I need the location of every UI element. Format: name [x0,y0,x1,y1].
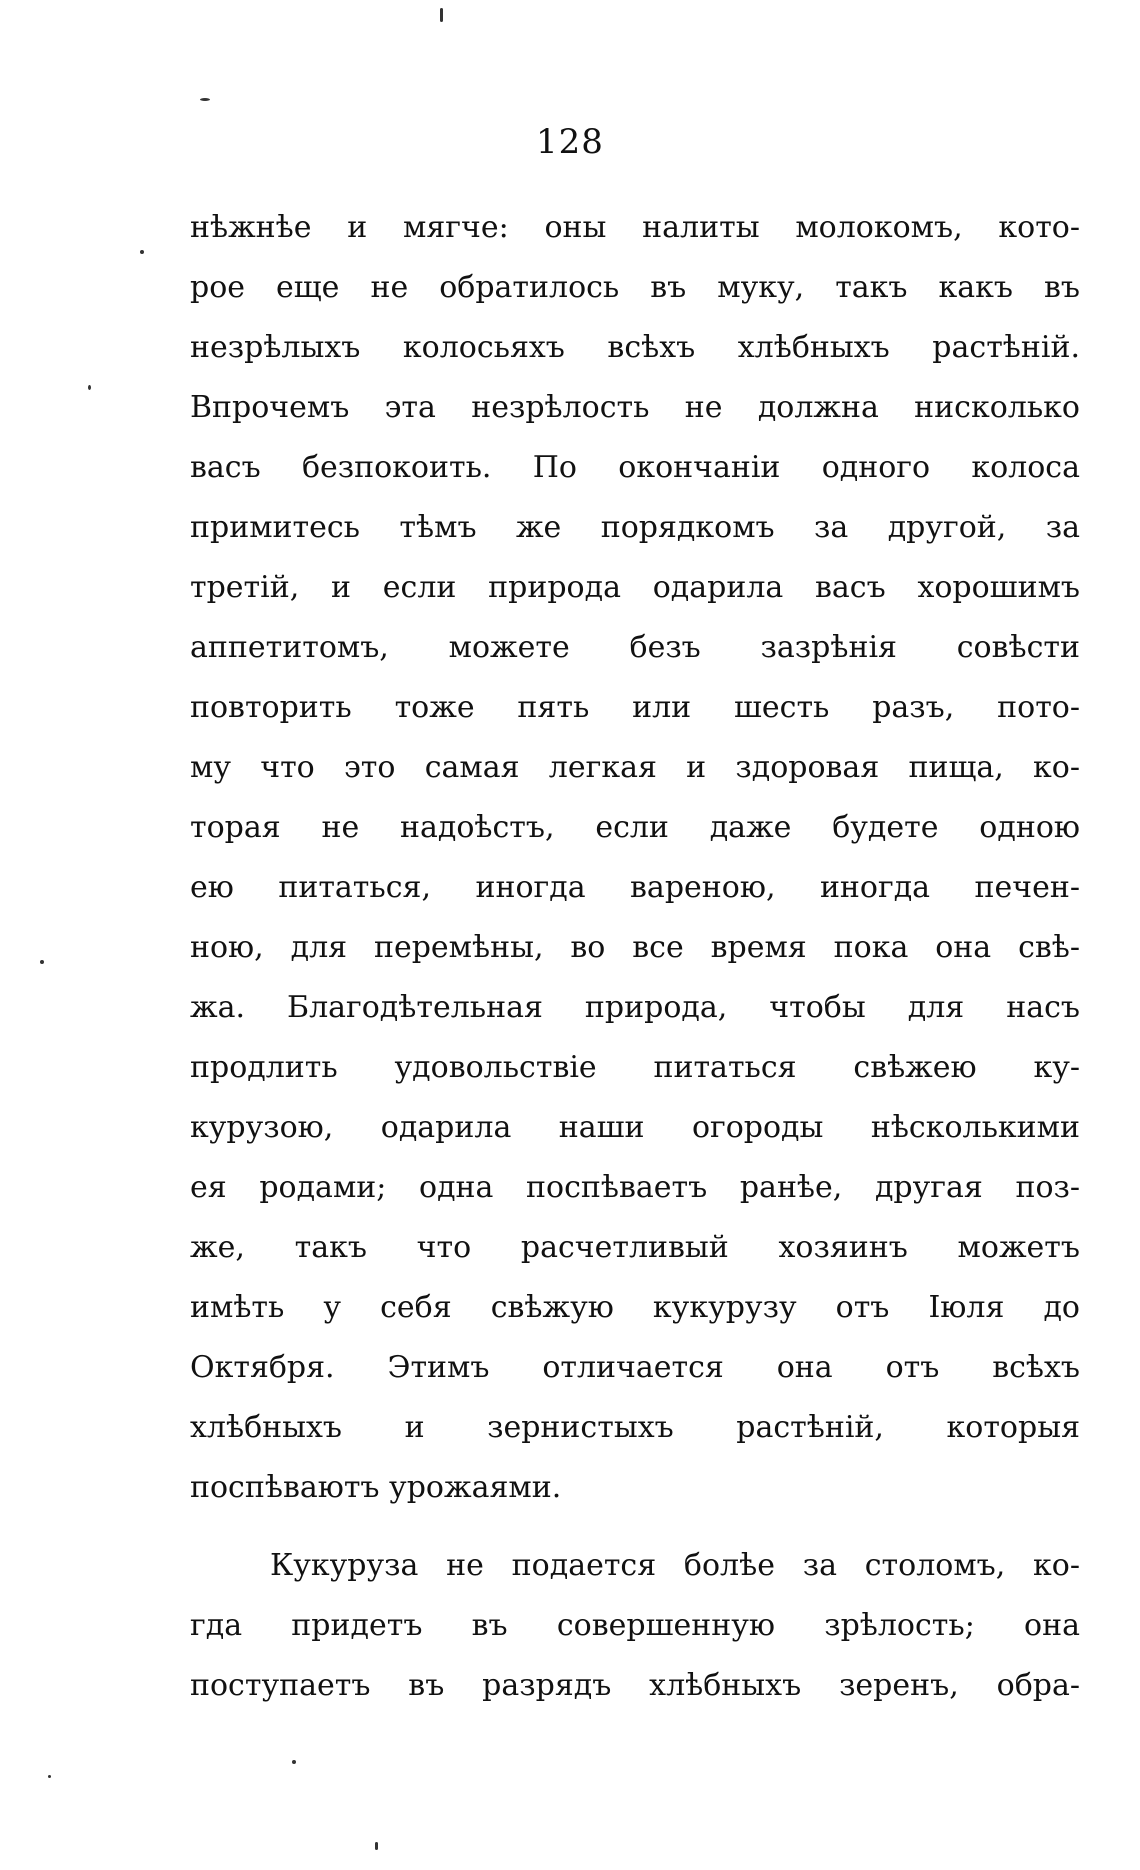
text-line: рое еще не обратилось въ муку, такъ какъ въ [190,270,1080,305]
text-line: же, такъ что расчетливый хозяинъ можетъ [190,1230,1080,1265]
text-line: повторить тоже пять или шесть разъ, пото- [190,690,1080,725]
text-line: ея родами; одна поспѣваетъ ранѣе, другая поз- [190,1170,1080,1205]
scan-speck [375,1842,378,1850]
text-line: аппетитомъ, можете безъ зазрѣнія совѣсти [190,630,1080,665]
text-line: Октября. Этимъ отличается она отъ всѣхъ [190,1350,1080,1385]
scan-speck [200,98,210,101]
scan-speck [440,8,443,22]
page-number: 128 [536,122,604,162]
text-line: продлить удовольствіе питаться свѣжею ку- [190,1050,1080,1085]
text-line: курузою, одарила наши огороды нѣсколькими [190,1110,1080,1145]
scan-speck [292,1760,296,1764]
scan-speck [140,250,144,254]
scan-speck [40,960,44,964]
paragraph-2 [190,1536,1080,1716]
text-line: Впрочемъ эта незрѣлость не должна нисколько [190,390,1080,425]
text-line: незрѣлыхъ колосьяхъ всѣхъ хлѣбныхъ растѣній. [190,330,1080,365]
text-line: ною, для перемѣны, во все время пока она свѣ- [190,930,1080,965]
text-line: хлѣбныхъ и зернистыхъ растѣній, которыя [190,1410,1080,1445]
scan-speck [48,1775,51,1778]
text-line: васъ безпокоить. По окончаніи одного колоса [190,450,1080,485]
text-line: жа. Благодѣтельная природа, чтобы для насъ [190,990,1080,1025]
text-line: третій, и если природа одарила васъ хорошимъ [190,570,1080,605]
text-line: поступаетъ въ разрядъ хлѣбныхъ зеренъ, обра- [190,1668,1080,1703]
body-text [190,198,1080,1716]
text-line: му что это самая легкая и здоровая пища, ко- [190,750,1080,785]
text-line: поспѣваютъ урожаями. [190,1470,562,1505]
text-line: ею питаться, иногда вареною, иногда печен- [190,870,1080,905]
text-line: гда придетъ въ совершенную зрѣлость; она [190,1608,1080,1643]
text-line: примитесь тѣмъ же порядкомъ за другой, за [190,510,1080,545]
text-line: Кукуруза не подается болѣе за столомъ, ко- [270,1548,1080,1583]
paragraph-1 [190,198,1080,1518]
text-line: нѣжнѣе и мягче: оны налиты молокомъ, кото- [190,210,1080,245]
text-line: торая не надоѣстъ, если даже будете одною [190,810,1080,845]
scan-speck [88,385,91,390]
text-line: имѣть у себя свѣжую кукурузу отъ Іюля до [190,1290,1080,1325]
